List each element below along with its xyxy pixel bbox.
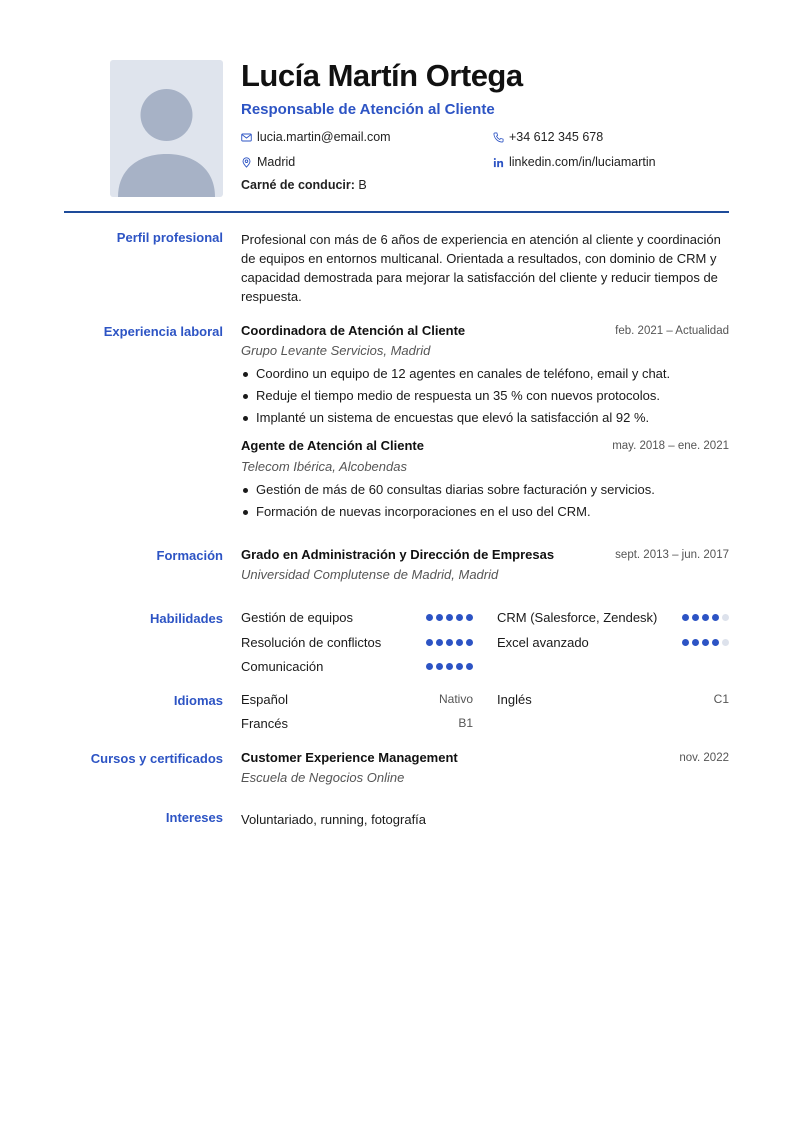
skill-dot-filled — [702, 639, 709, 646]
list-item: Formación de nuevas incorporaciones en el uso del CRM. — [241, 503, 655, 525]
course-title: Customer Experience Management — [241, 750, 458, 765]
list-item: Gestión de más de 60 consultas diarias sobre facturación y servicios. — [241, 481, 655, 503]
section-label-courses: Cursos y certificados — [90, 751, 223, 766]
skill-dot-filled — [456, 614, 463, 621]
linkedin-text: linkedin.com/in/luciamartin — [509, 155, 656, 169]
driving-license — [241, 178, 367, 192]
course-school: Escuela de Negocios Online — [241, 770, 405, 785]
skill-dot-filled — [456, 663, 463, 670]
license-label: Carné de conducir: — [241, 178, 355, 192]
skill-dot-empty — [722, 639, 729, 646]
skill-dot-filled — [426, 614, 433, 621]
job-date: feb. 2021 – Actualidad — [615, 325, 729, 337]
skill-dot-filled — [702, 614, 709, 621]
skill-level-dots — [426, 614, 473, 621]
skill-level-dots — [682, 614, 729, 621]
skill-level-dots — [682, 639, 729, 646]
skill-dot-filled — [682, 639, 689, 646]
education-date: sept. 2013 – jun. 2017 — [615, 549, 729, 561]
skill-name: CRM (Salesforce, Zendesk) — [497, 610, 658, 625]
skill-dot-empty — [722, 614, 729, 621]
job-bullets — [241, 481, 655, 525]
education-school: Universidad Complutense de Madrid, Madrid — [241, 567, 499, 582]
section-label-skills: Habilidades — [150, 611, 223, 626]
list-item: Reduje el tiempo medio de respuesta un 35 % con nuevos protocolos. — [241, 387, 670, 409]
language-name: Francés — [241, 716, 288, 731]
list-item: Coordino un equipo de 12 agentes en canales de teléfono, email y chat. — [241, 365, 670, 387]
job-company: Telecom Ibérica, Alcobendas — [241, 459, 407, 474]
skill-dot-filled — [466, 614, 473, 621]
section-label-education: Formación — [156, 548, 223, 563]
language-level: Nativo — [438, 692, 473, 706]
skill-dot-filled — [692, 639, 699, 646]
language-level: B1 — [458, 716, 473, 730]
course-date: nov. 2022 — [679, 752, 729, 764]
user-silhouette-icon — [110, 60, 223, 197]
contact-email[interactable] — [241, 130, 391, 144]
skill-dot-filled — [712, 614, 719, 621]
skill-level-dots — [426, 663, 473, 670]
skill-name: Comunicación — [241, 659, 324, 674]
job-bullets — [241, 365, 670, 431]
skill-dot-filled — [426, 639, 433, 646]
interests-text: Voluntariado, running, fotografía — [241, 812, 427, 827]
language-level: C1 — [713, 692, 729, 706]
contact-phone[interactable] — [493, 130, 603, 144]
list-item: Implanté un sistema de encuestas que elevó la satisfacción al 92 %. — [241, 409, 670, 431]
education-degree: Grado en Administración y Dirección de Empresas — [241, 547, 555, 562]
job-title: Coordinadora de Atención al Cliente — [241, 323, 466, 338]
location-text: Madrid — [257, 155, 296, 169]
skill-dot-filled — [436, 663, 443, 670]
skill-dot-filled — [456, 639, 463, 646]
profile-photo-placeholder — [110, 60, 223, 197]
phone-text: +34 612 345 678 — [509, 130, 604, 144]
phone-icon — [493, 132, 504, 143]
skill-dot-filled — [712, 639, 719, 646]
profile-text: Profesional con más de 6 años de experiencia en atención al cliente y coordinación de equipos en entornos multicanal. Orientada a resultados, con dominio de CRM y capacidad demostrada para mejorar la satisfacción del cliente y reducir tiempos de respuesta. — [241, 232, 721, 304]
email-text: lucia.martin@email.com — [257, 130, 391, 144]
skill-dot-filled — [692, 614, 699, 621]
license-value: B — [358, 178, 367, 192]
skill-dot-filled — [682, 614, 689, 621]
section-label-profile: Perfil profesional — [116, 230, 223, 245]
candidate-name: Lucía Martín Ortega — [241, 58, 523, 93]
skill-dot-filled — [446, 639, 453, 646]
location-pin-icon — [241, 157, 252, 168]
header-divider — [64, 211, 729, 213]
skill-dot-filled — [436, 614, 443, 621]
skill-dot-filled — [466, 663, 473, 670]
skill-dot-filled — [466, 639, 473, 646]
section-label-interests: Intereses — [165, 810, 223, 825]
skill-dot-filled — [446, 614, 453, 621]
job-company: Grupo Levante Servicios, Madrid — [241, 343, 431, 358]
skill-dot-filled — [436, 639, 443, 646]
contact-location — [241, 155, 295, 169]
skill-dot-filled — [446, 663, 453, 670]
skill-dot-filled — [426, 663, 433, 670]
mail-icon — [241, 132, 252, 143]
language-name: Inglés — [497, 692, 532, 707]
skill-level-dots — [426, 639, 473, 646]
job-title: Agente de Atención al Cliente — [241, 438, 424, 453]
job-date: may. 2018 – ene. 2021 — [612, 440, 729, 452]
section-label-languages: Idiomas — [173, 693, 223, 708]
candidate-role: Responsable de Atención al Cliente — [241, 101, 495, 118]
contact-linkedin[interactable] — [493, 155, 656, 169]
skill-name: Excel avanzado — [497, 635, 589, 650]
linkedin-icon — [493, 157, 504, 168]
skill-name: Gestión de equipos — [241, 610, 354, 625]
skill-name: Resolución de conflictos — [241, 635, 382, 650]
section-label-experience: Experiencia laboral — [103, 324, 223, 339]
language-name: Español — [241, 692, 288, 707]
